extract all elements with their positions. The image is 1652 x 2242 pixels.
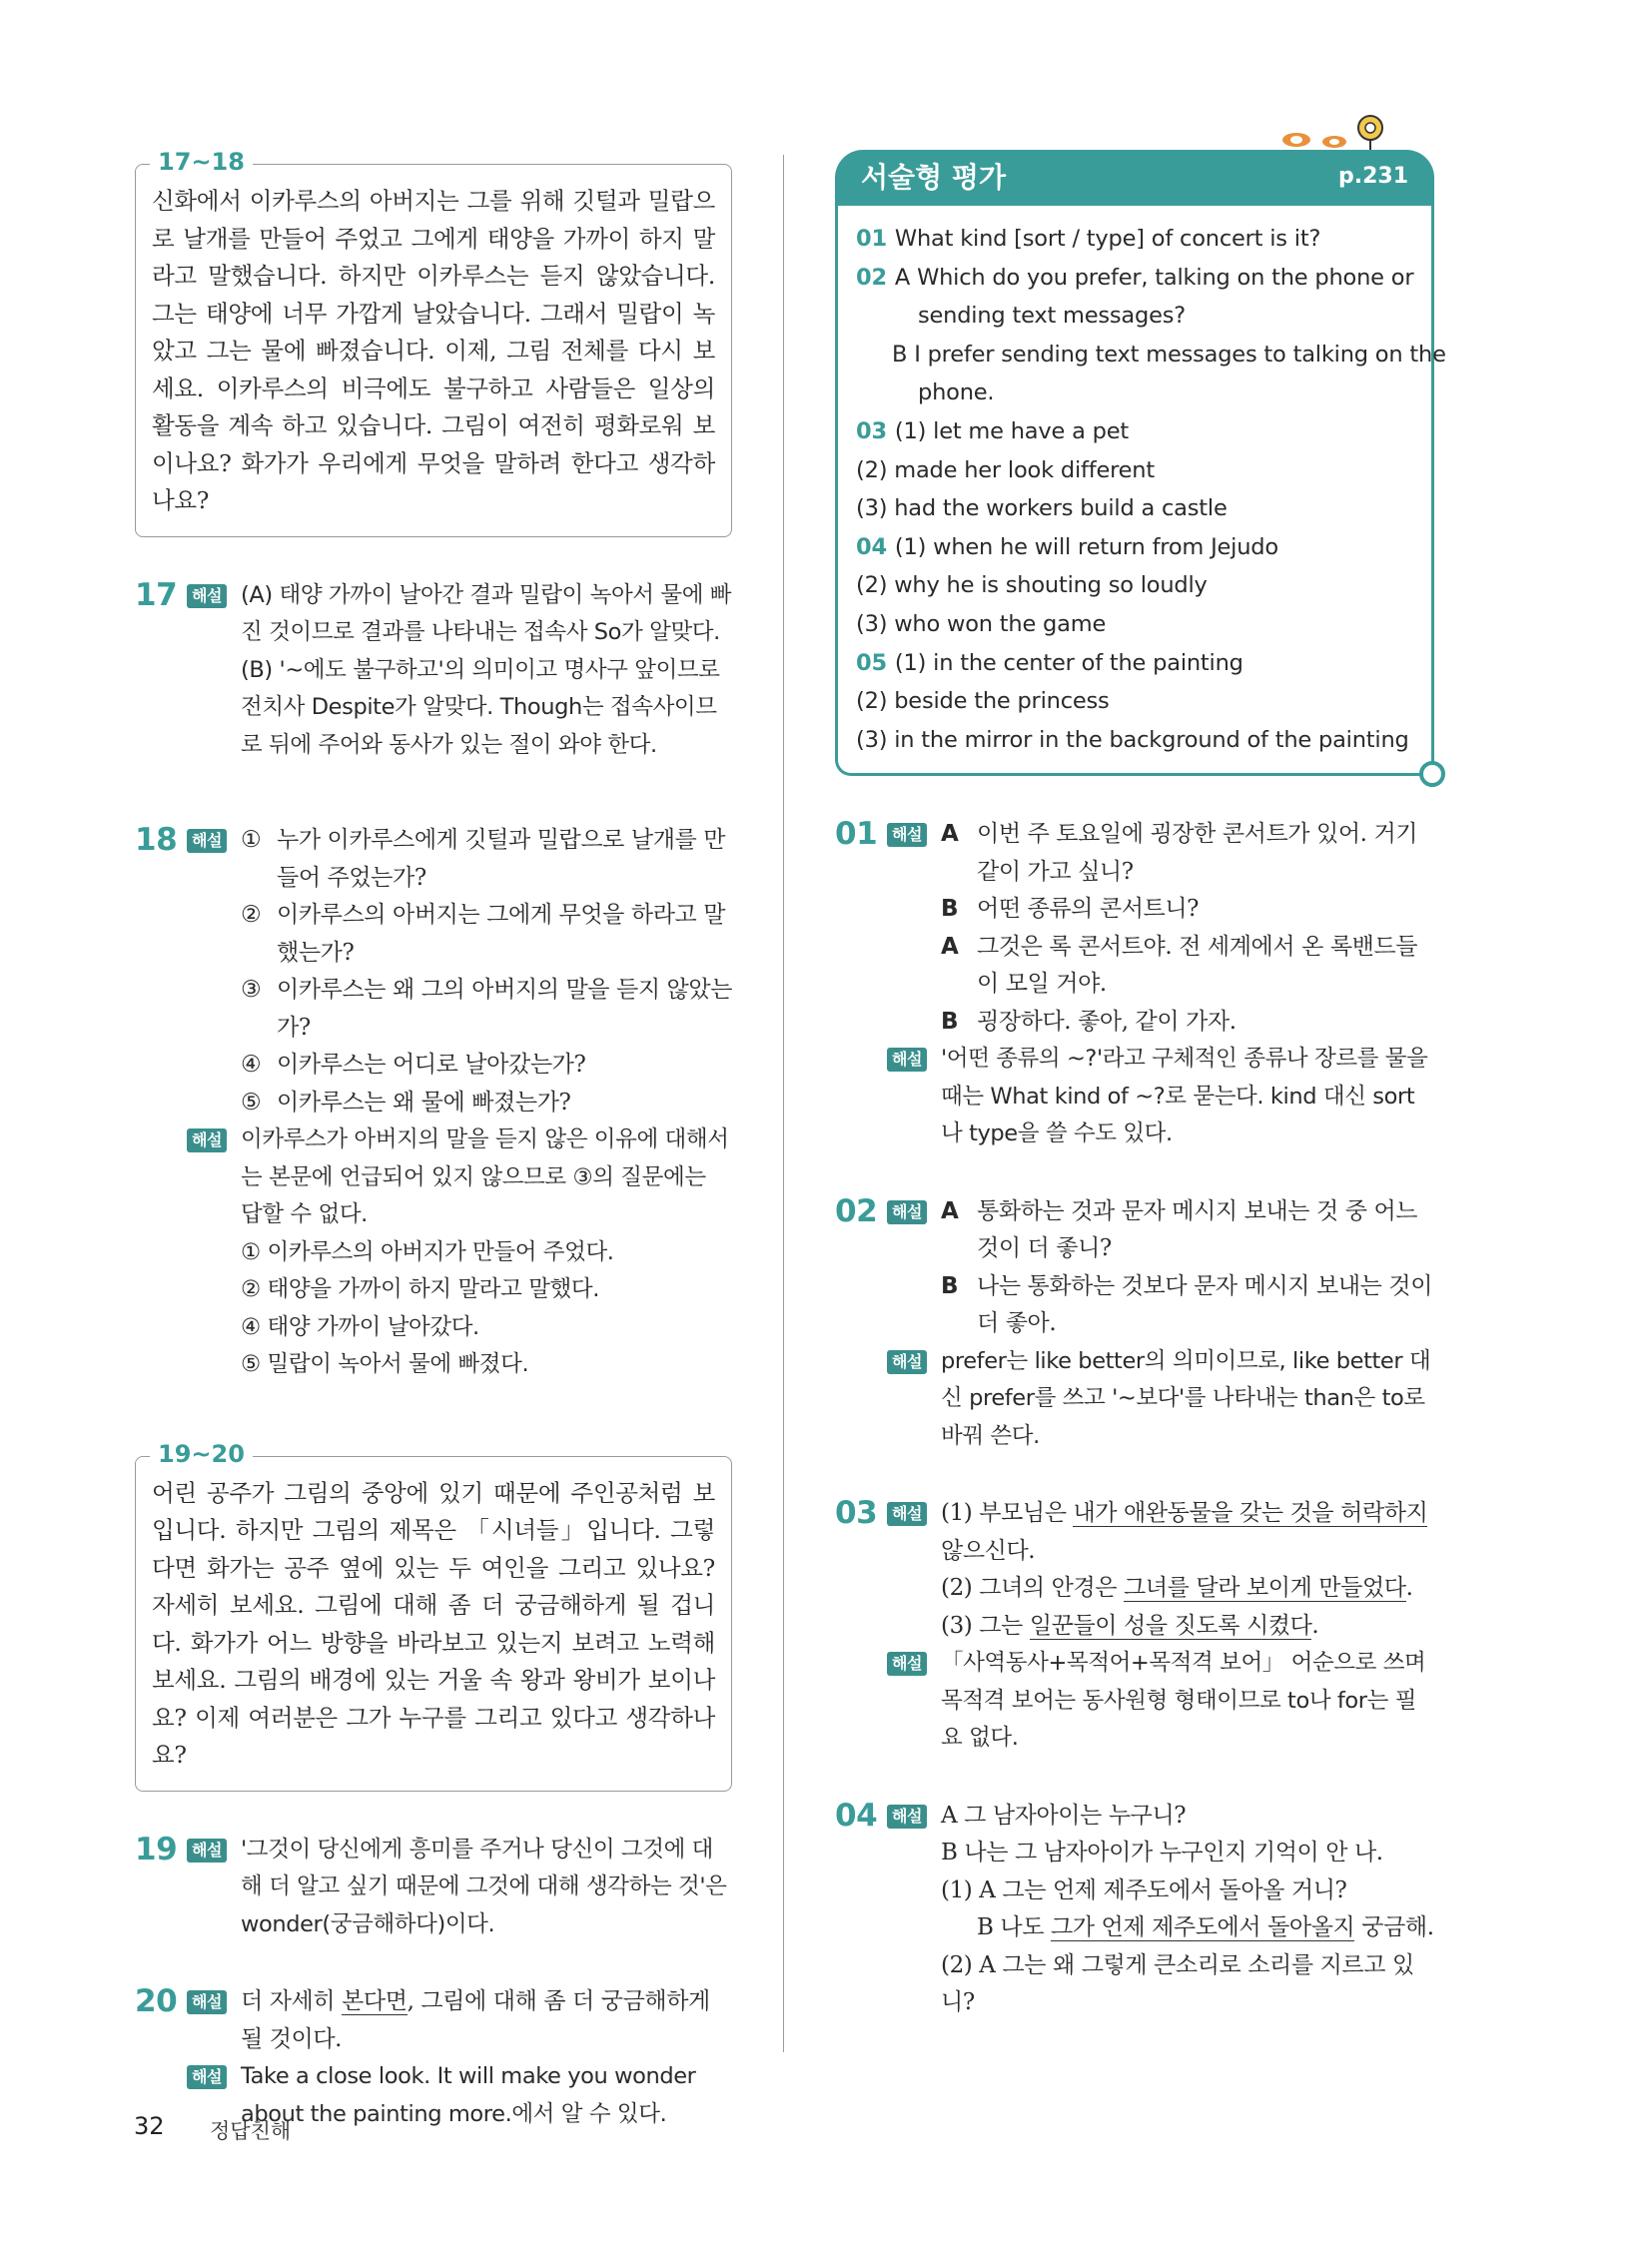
essay-line: 02 A Which do you prefer, talking on the phone or <box>856 264 1414 291</box>
explanation: 해설 '어떤 종류의 ~?'라고 구체적인 종류나 장르를 물을 때는 What kind of ~?로 묻는다. kind 대신 sort나 type을 쓸 수도 있다. <box>887 1041 1434 1153</box>
question-number: 17 <box>135 576 178 613</box>
answer-r01 <box>835 816 1434 1153</box>
explanation-badge: 해설 <box>187 584 227 608</box>
dialog-line: (2) A 그는 왜 그렇게 큰소리로 소리를 지르고 있니? <box>941 1951 1414 2016</box>
essay-line: (2) made her look different <box>856 456 1155 483</box>
explanation: 해설 Take a close look. It will make you wonder about the painting more.에서 알 수 있다. <box>187 2058 732 2133</box>
passage-19-20 <box>135 1439 732 1792</box>
answer-17 <box>135 577 732 765</box>
question-number: 01 <box>835 816 878 853</box>
essay-line: B I prefer sending text messages to talking on the <box>892 341 1446 368</box>
passage-text: 어린 공주가 그림의 중앙에 있기 때문에 주인공처럼 보입니다. 하지만 그림의 제목은 「시녀들」입니다. 그렇다면 화가는 공주 옆에 있는 두 여인을 그리고 있나요? 자세히 보세요. 그림에 대해 좀 더 궁금해하게 될 겁니다. 화가가 어느 방향을 바라보고 있는지 보려고 노력해 보세요. 그림의 배경에 있는 거울 속 왕과 왕비가 보이나요? 이제 여러분은 그가 누구를 그리고 있다고 생각하나요? <box>152 1478 715 1769</box>
question-item: ③ 이카루스는 왜 그의 아버지의 말을 듣지 않았는가? <box>241 977 733 1041</box>
passage-label: 17~18 <box>150 148 253 176</box>
dialog-line: B 나도 그가 언제 제주도에서 돌아올지 궁금해. <box>977 1914 1434 1941</box>
essay-line: sending text messages? <box>918 303 1186 330</box>
dialog-line: B 나는 그 남자아이가 누구인지 기억이 안 나. <box>941 1840 1383 1867</box>
translation-item: (1) 부모님은 내가 애완동물을 갖는 것을 허락하지 않으신다. <box>941 1500 1428 1564</box>
dialog-line: A 그 남자아이는 누구니? <box>941 1802 1187 1829</box>
translation-badge: 해설 <box>887 1502 927 1526</box>
question-item: ⑤ 이카루스는 왜 물에 빠졌는가? <box>241 1089 571 1116</box>
explanation: 해설 prefer는 like better의 의미이므로, like better 대신 prefer를 쓰고 '~보다'를 나타내는 than은 to로 바꿔 쓴다. <box>887 1343 1434 1456</box>
question-item: ④ 이카루스는 어디로 날아갔는가? <box>241 1052 586 1078</box>
answer-line: ⑤ 밀랍이 녹아서 물에 빠졌다. <box>241 1351 529 1377</box>
explanation-a: (A) 태양 가까이 날아간 결과 밀랍이 녹아서 물에 빠진 것이므로 결과를 나타내는 접속사 So가 알맞다. <box>241 581 732 645</box>
dialog-line: B 나는 통화하는 것보다 문자 메시지 보내는 것이 더 좋아. <box>941 1272 1433 1337</box>
explanation-badge: 해설 <box>187 1839 227 1863</box>
right-column <box>835 150 1446 2022</box>
question-number: 04 <box>835 1797 878 1834</box>
left-column <box>135 150 732 2133</box>
passage-17-18 <box>135 148 732 537</box>
dialog-line: A 그것은 록 콘서트야. 전 세계에서 온 록밴드들이 모일 거야. <box>941 933 1418 998</box>
answer-18 <box>135 822 732 1384</box>
explanation-b: (B) '~에도 불구하고'의 의미이고 명사구 앞이므로 전치사 Despite가 알맞다. Though는 접속사이므로 뒤에 주어와 동사가 있는 절이 와야 한다. <box>241 656 720 758</box>
translation-badge: 해설 <box>187 829 227 853</box>
question-number: 18 <box>135 822 178 858</box>
dialog-line: A 통화하는 것과 문자 메시지 보내는 것 중 어느 것이 더 좋니? <box>941 1197 1418 1262</box>
explanation: '그것이 당신에게 흥미를 주거나 당신이 그것에 대해 더 알고 싶기 때문에 그것에 대해 생각하는 것'은 wonder(궁금해하다)이다. <box>241 1836 727 1937</box>
page-number: 32 <box>134 2112 165 2140</box>
essay-line: 03 (1) let me have a pet <box>856 417 1129 444</box>
dialog-line: B 어떤 종류의 콘서트니? <box>941 896 1200 923</box>
essay-line: phone. <box>918 379 995 406</box>
question-number: 20 <box>135 1983 178 2019</box>
dialog-line: B 굉장하다. 좋아, 같이 가자. <box>941 1008 1237 1035</box>
question-item: ② 이카루스의 아버지는 그에게 무엇을 하라고 말했는가? <box>241 902 726 966</box>
decoration-icon <box>1274 114 1394 154</box>
essay-title: 서술형 평가 <box>861 161 1006 194</box>
essay-line: 05 (1) in the center of the painting <box>856 649 1243 676</box>
question-item: ① 누가 이카루스에게 깃털과 밀랍으로 날개를 만들어 주었는가? <box>241 827 726 891</box>
essay-line: (3) had the workers build a castle <box>856 495 1228 522</box>
answer-19 <box>135 1832 732 1944</box>
passage-text: 신화에서 이카루스의 아버지는 그를 위해 깃털과 밀랍으로 날개를 만들어 주었고 그에게 태양을 가까이 하지 말라고 말했습니다. 하지만 이카루스는 듣지 않았습니다. 그는 태양에 너무 가깝게 날았습니다. 그래서 밀랍이 녹았고 그는 물에 빠졌습니다. 이제, 그림 전체를 다시 보세요. 이카루스의 비극에도 불구하고 사람들은 일상의 활동을 계속 하고 있습니다. 그림이 여전히 평화로워 보이나요? 화가가 우리에게 무엇을 말하려 한다고 생각하나요? <box>152 187 715 514</box>
column-divider <box>783 155 784 2052</box>
explanation-badge: 해설 <box>887 1652 927 1676</box>
essay-line: (2) why he is shouting so loudly <box>856 572 1208 599</box>
explanation-badge: 해설 <box>887 1048 927 1072</box>
essay-line: (3) in the mirror in the background of the painting <box>856 726 1409 753</box>
explanation-badge: 해설 <box>887 1350 927 1374</box>
question-number: 02 <box>835 1192 878 1229</box>
translation-badge: 해설 <box>887 1200 927 1224</box>
explanation-badge: 해설 <box>187 2065 227 2089</box>
footer-section: 정답친해 <box>210 2119 292 2143</box>
explanation: 해설 이카루스가 아버지의 말을 듣지 않은 이유에 대해서는 본문에 언급되어 있지 않으므로 ③의 질문에는 답할 수 없다. <box>187 1121 732 1234</box>
translation-item: (2) 그녀의 안경은 그녀를 달라 보이게 만들었다. <box>941 1575 1413 1602</box>
dialog-line: A 이번 주 토요일에 굉장한 콘서트가 있어. 거기 같이 가고 싶니? <box>941 821 1418 885</box>
translation-badge: 해설 <box>187 1990 227 2014</box>
translation: 더 자세히 본다면, 그림에 대해 좀 더 궁금해하게 될 것이다. <box>241 1988 710 2052</box>
question-number: 19 <box>135 1831 178 1868</box>
answer-line: ① 이카루스의 아버지가 만들어 주었다. <box>241 1238 614 1265</box>
answer-r04 <box>835 1798 1434 2022</box>
question-number: 03 <box>835 1495 878 1532</box>
translation-item: (3) 그는 일꾼들이 성을 짓도록 시켰다. <box>941 1612 1319 1639</box>
answer-line: ② 태양을 가까이 하지 말라고 말했다. <box>241 1276 599 1302</box>
essay-line: (3) who won the game <box>856 610 1107 637</box>
translation-badge: 해설 <box>887 1805 927 1829</box>
explanation: 해설 「사역동사+목적어+목적격 보어」 어순으로 쓰며 목적격 보어는 동사원형 형태이므로 to나 for는 필요 없다. <box>887 1645 1434 1758</box>
dialog-line: (1) A 그는 언제 제주도에서 돌아올 거니? <box>941 1876 1347 1903</box>
essay-line: 01 What kind [sort / type] of concert is it? <box>856 226 1321 252</box>
translation-badge: 해설 <box>887 823 927 847</box>
answer-r02 <box>835 1193 1434 1456</box>
answer-r03 <box>835 1495 1434 1758</box>
answer-line: ④ 태양 가까이 날아갔다. <box>241 1313 479 1340</box>
essay-assessment <box>835 150 1446 776</box>
explanation-badge: 해설 <box>187 1128 227 1152</box>
essay-line: 04 (1) when he will return from Jejudo <box>856 533 1278 560</box>
answer-20 <box>135 1983 732 2133</box>
passage-label: 19~20 <box>150 1440 253 1468</box>
essay-line: (2) beside the princess <box>856 688 1110 715</box>
essay-header <box>835 150 1434 206</box>
end-dot-icon <box>1419 761 1445 787</box>
essay-answers <box>835 206 1446 776</box>
essay-page-ref: p.231 <box>1337 164 1408 189</box>
